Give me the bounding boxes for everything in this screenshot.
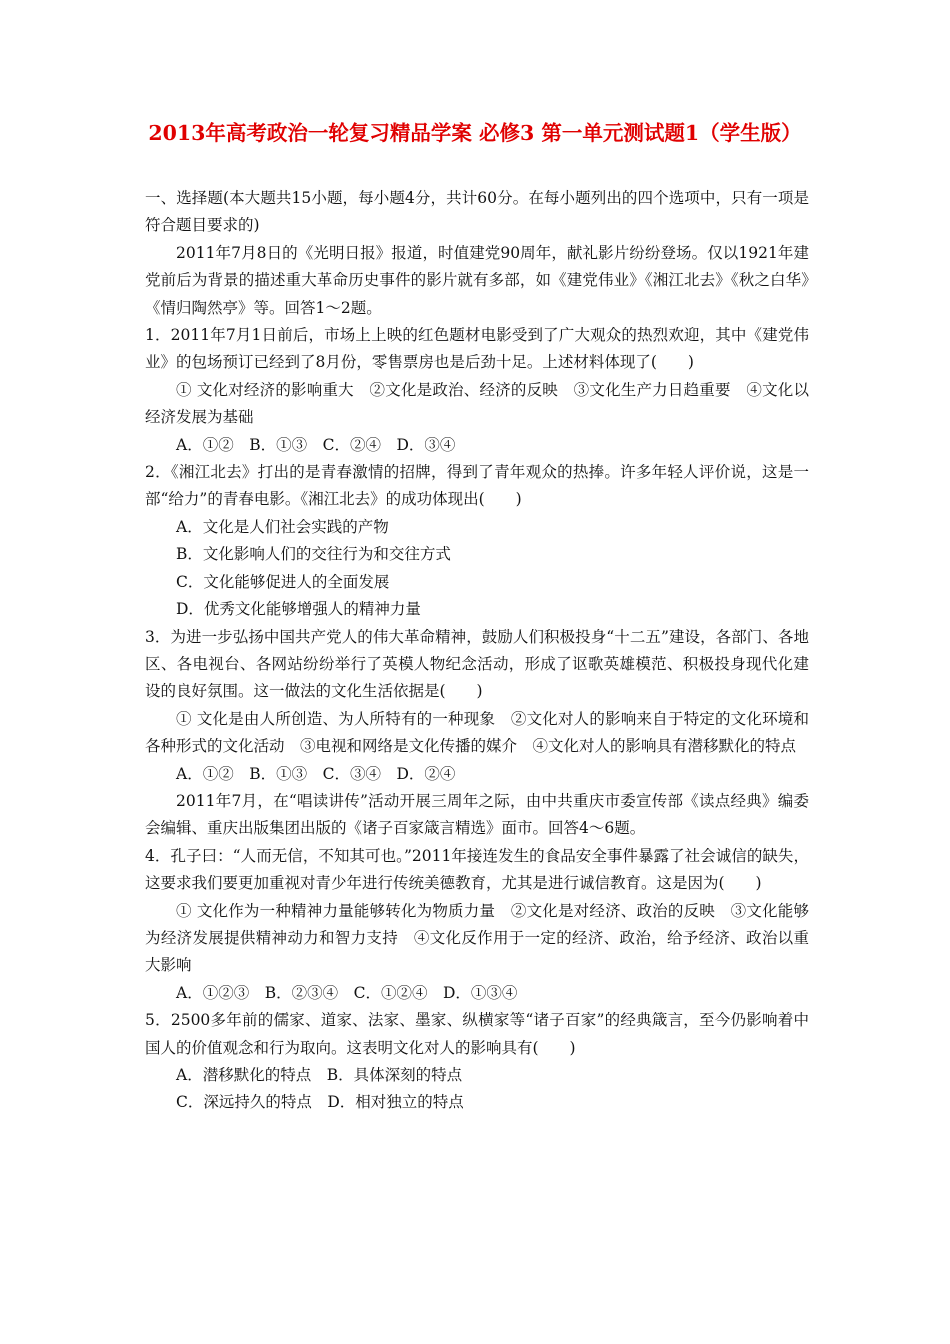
question-5-options-ab: A．潜移默化的特点 B．具体深刻的特点 xyxy=(176,1066,463,1084)
material-paragraph-2: 2011年7月，在“唱读讲传”活动开展三周年之际，由中共重庆市委宣传部《读点经典》编委会编辑、重庆出版集团出版的《诸子百家箴言精选》面市。回答4～6题。 xyxy=(145,791,809,838)
question-1-statements: ① 文化对经济的影响重大 ②文化是政治、经济的反映 ③文化生产力日趋重要 ④文化以经济发展为基础 xyxy=(145,380,809,427)
question-5-stem: 5．2500多年前的儒家、道家、法家、墨家、纵横家等“诸子百家”的经典箴言，至今仍影响着中国人的价值观念和行为取向。这表明文化对人的影响具有( ) xyxy=(145,1011,809,1057)
question-2-option-a: A．文化是人们社会实践的产物 xyxy=(176,517,389,536)
question-3-statements: ① 文化是由人所创造、为人所特有的一种现象 ②文化对人的影响来自于特定的文化环境和各种形式的文化活动 ③电视和网络是文化传播的媒介 ④文化对人的影响具有潜移默化的特点 xyxy=(145,709,809,756)
question-4-statements: ① 文化作为一种精神力量能够转化为物质力量 ②文化是对经济、政治的反映 ③文化能够为经济发展提供精神动力和智力支持 ④文化反作用于一定的经济、政治，给予经济、政治以重大影响 xyxy=(145,901,809,975)
document-title: 2013年高考政治一轮复习精品学案 必修3 第一单元测试题1（学生版） xyxy=(148,121,802,145)
question-3-stem: 3．为进一步弘扬中国共产党人的伟大革命精神，鼓励人们积极投身“十二五”建设，各部门、各地区、各电视台、各网站纷纷举行了英模人物纪念活动，形成了讴歌英雄模范、积极投身现代化建设的良好氛围。这一做法的文化生活依据是( ) xyxy=(145,627,809,701)
question-2-stem: 2．《湘江北去》打出的是青春激情的招牌，得到了青年观众的热捧。许多年轻人评价说，这是一部“给力”的青春电影。《湘江北去》的成功体现出( ) xyxy=(145,463,809,509)
question-5-options-cd: C．深远持久的特点 D．相对独立的特点 xyxy=(176,1093,464,1112)
material-paragraph-1: 2011年7月8日的《光明日报》报道，时值建党90周年，献礼影片纷纷登场。仅以1921年建党前后为背景的描述重大革命历史事件的影片就有多部，如《建党伟业》《湘江北去》《秋之白华》《情归陶然亭》等。回答1～2题。 xyxy=(145,243,809,317)
question-2-option-b: B．文化影响人们的交往行为和交往方式 xyxy=(176,545,451,564)
question-4-stem: 4．孔子曰：“人而无信，不知其可也。”2011年接连发生的食品安全事件暴露了社会诚信的缺失，这要求我们要更加重视对青少年进行传统美德教育，尤其是进行诚信教育。这是因为( ) xyxy=(145,846,809,893)
section-intro: 一、选择题(本大题共15小题，每小题4分，共计60分。在每小题列出的四个选项中，只有一项是符合题目要求的) xyxy=(145,189,809,235)
question-4-options: A．①②③ B．②③④ C．①②④ D．①③④ xyxy=(176,983,518,1002)
question-2-option-c: C．文化能够促进人的全面发展 xyxy=(176,572,390,591)
question-1-options: A．①② B．①③ C．②④ D．③④ xyxy=(176,435,456,454)
document-body xyxy=(145,185,809,1117)
question-2-option-d: D．优秀文化能够增强人的精神力量 xyxy=(176,600,421,619)
question-3-options: A．①② B．①③ C．③④ D．②④ xyxy=(176,764,456,783)
question-1-stem: 1．2011年7月1日前后，市场上上映的红色题材电影受到了广大观众的热烈欢迎，其中《建党伟业》的包场预订已经到了8月份，零售票房也是后劲十足。上述材料体现了( ) xyxy=(145,326,809,372)
